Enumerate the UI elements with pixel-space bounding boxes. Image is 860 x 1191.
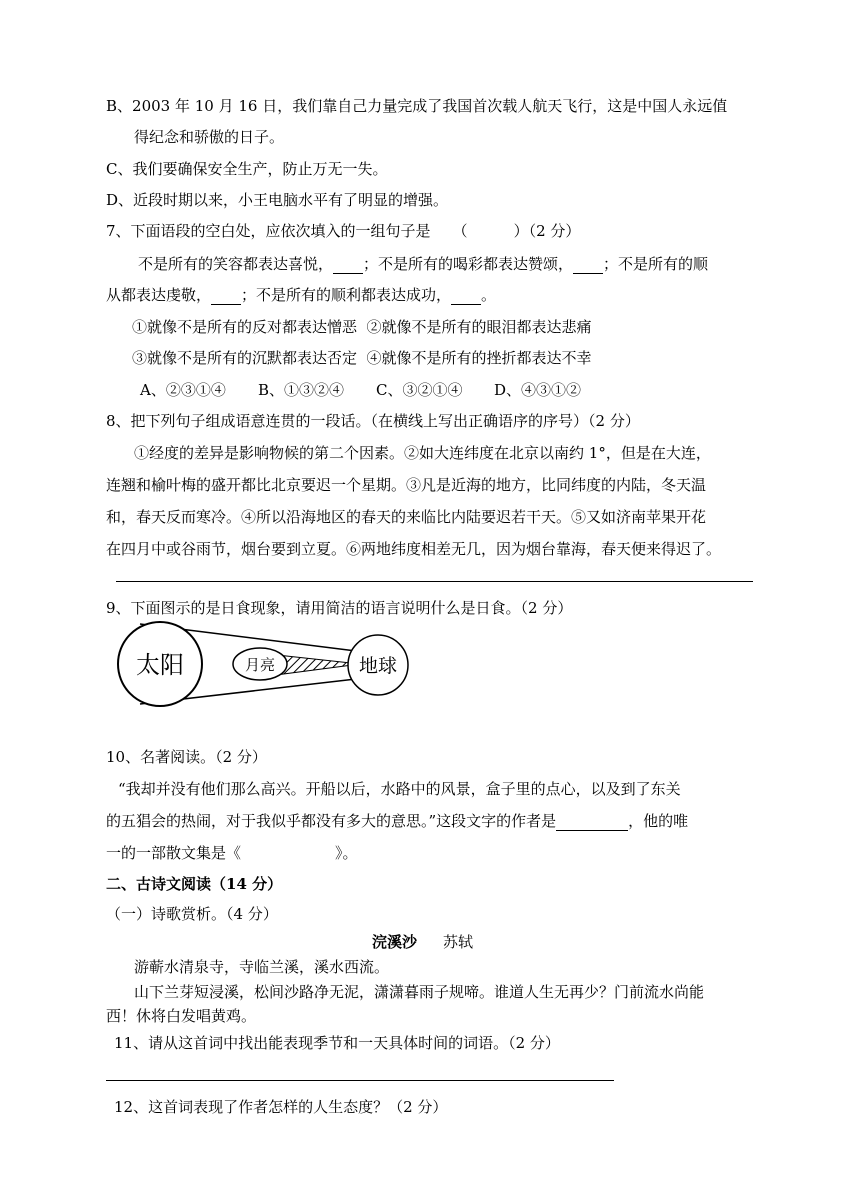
q10-text-part: 》。 (335, 844, 358, 862)
q7-options (140, 380, 612, 400)
answer-blank[interactable] (573, 257, 603, 274)
q10-stem: 10、名著阅读。（2 分） (106, 748, 267, 766)
q8-paragraph-line2: 连翘和榆叶梅的盛开都比北京要迟一个星期。③凡是近海的地方，比同纬度的内陆，冬天温 (106, 476, 707, 494)
q9-stem: 9、下面图示的是日食现象，请用简洁的语言说明什么是日食。（2 分） (106, 599, 573, 617)
q7-stem-close: ）（2 分） (513, 222, 581, 240)
poem-title: 浣溪沙 (372, 933, 418, 951)
q10-text-part: ，他的唯 (628, 812, 689, 830)
moon-label: 月亮 (244, 656, 276, 674)
q10-paragraph-line1: “我却并没有他们那么高兴。开船以后，水路中的风景，盒子里的点心，以及到了东关 (118, 780, 681, 798)
q8-paragraph-line1: ①经度的差异是影响物候的第二个因素。②如大连纬度在北京以南约 1°，但是在大连， (134, 444, 711, 462)
q7-passage-part: ；不是所有的顺利都表达成功， (241, 286, 452, 304)
q8-paragraph-line3: 和，春天反而寒冷。④所以沿海地区的春天的来临比内陆要迟若干天。⑤又如济南苹果开花 (106, 508, 707, 526)
q6-option-b-line2: 得纪念和骄傲的日子。 (134, 128, 285, 146)
q8-answer-line[interactable] (116, 581, 753, 582)
q7-option-a[interactable]: A、②③①④ (140, 381, 226, 399)
q7-option-b[interactable]: B、①③②④ (258, 381, 345, 399)
answer-blank[interactable] (333, 257, 363, 274)
q7-option-d[interactable]: D、④③①② (494, 381, 582, 399)
q12-stem: 12、这首词表现了作者怎样的人生态度？（2 分） (114, 1098, 448, 1116)
q7-passage-line2 (106, 285, 496, 305)
q10-paragraph-line2 (106, 811, 688, 831)
q7-passage-part: 。 (481, 286, 497, 304)
q7-stem-open: （ (452, 222, 468, 240)
section-2-title: 二、古诗文阅读（14 分） (106, 875, 283, 893)
q8-stem: 8、把下列句子组成语意连贯的一段话。（在横线上写出正确语序的序号）（2 分） (106, 412, 640, 430)
q6-option-b-line1: B、2003 年 10 月 16 日，我们靠自己力量完成了我国首次载人航天飞行，这是中国人永远值 (106, 97, 728, 115)
q7-stem (106, 221, 580, 241)
q11-stem: 11、请从这首词中找出能表现季节和一天具体时间的词语。（2 分） (114, 1034, 560, 1052)
section-2-subtitle: （一）诗歌赏析。（4 分） (106, 905, 278, 923)
poem-line2: 西！休将白发唱黄鸡。 (106, 1007, 257, 1025)
poem-line1: 山下兰芽短浸溪，松间沙路净无泥，潇潇暮雨子规啼。谁道人生无再少？门前流水尚能 (134, 983, 705, 1001)
earth-label: 地球 (358, 655, 398, 677)
q6-option-c: C、我们要确保安全生产，防止万无一失。 (106, 160, 388, 178)
q7-passage-part: 从都表达虔敬， (106, 286, 212, 304)
q7-passage-part: 不是所有的笑容都表达喜悦， (138, 255, 334, 273)
q10-text-part: 一的一部散文集是《 (106, 844, 242, 862)
q7-passage-part: ；不是所有的顺 (603, 255, 709, 273)
q7-option-c[interactable]: C、③②①④ (376, 381, 463, 399)
poem-author: 苏轼 (443, 933, 474, 951)
q7-passage-part: ；不是所有的喝彩都表达赞颂， (363, 255, 574, 273)
q7-sentences-line2: ③就像不是所有的沉默都表达否定 ④就像不是所有的挫折都表达不幸 (132, 349, 592, 367)
answer-blank[interactable] (451, 288, 481, 305)
q7-sentences-line1: ①就像不是所有的反对都表达憎恶 ②就像不是所有的眼泪都表达悲痛 (132, 318, 592, 336)
q11-answer-line[interactable] (106, 1080, 614, 1081)
q8-paragraph-line4: 在四月中或谷雨节，烟台要到立夏。⑥两地纬度相差无几，因为烟台靠海，春天便来得迟了。 (106, 540, 722, 558)
poem-preface: 游蕲水清泉寺，寺临兰溪，溪水西流。 (134, 958, 390, 976)
answer-blank[interactable] (211, 288, 241, 305)
sun-label: 太阳 (136, 651, 184, 679)
author-answer-blank[interactable] (556, 814, 628, 831)
poem-heading (372, 932, 473, 952)
q10-paragraph-line3 (106, 843, 358, 863)
q6-option-d: D、近段时期以来，小王电脑水平有了明显的增强。 (106, 191, 449, 209)
solar-eclipse-diagram (110, 618, 410, 710)
q10-text-part: 的五猖会的热闹，对于我似乎都没有多大的意思。”这段文字的作者是 (106, 812, 557, 830)
q7-passage-line1 (138, 254, 708, 274)
q7-stem-text: 7、下面语段的空白处，应依次填入的一组句子是 (106, 222, 431, 240)
